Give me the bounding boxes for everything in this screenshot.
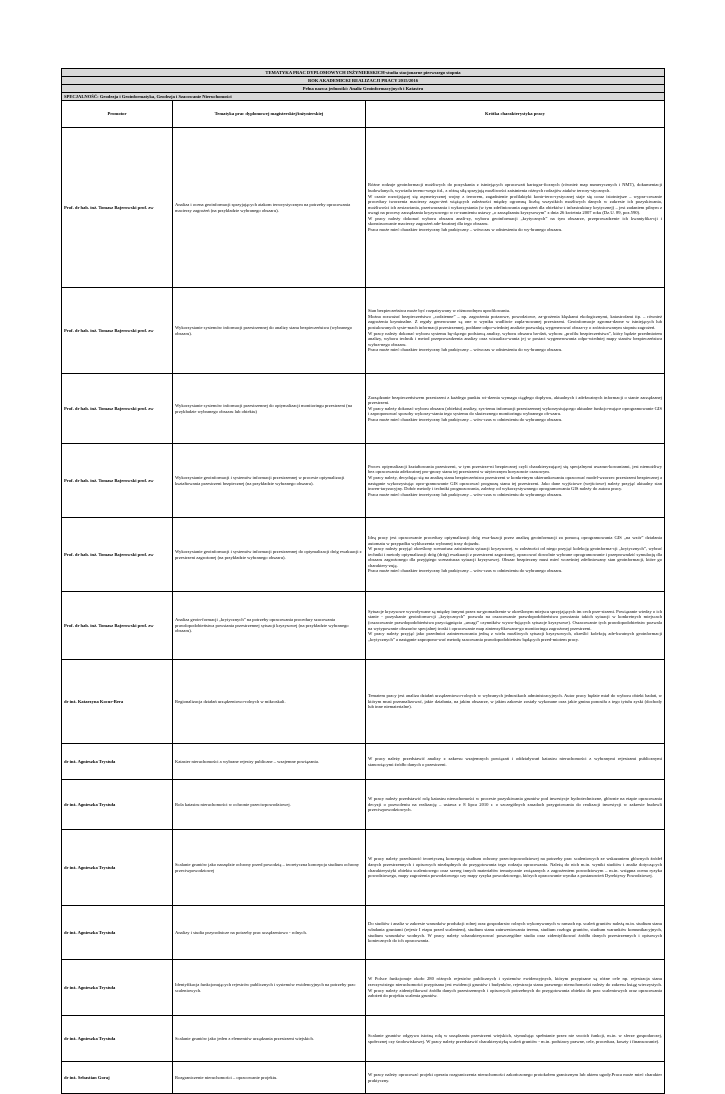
description-cell: [366, 288, 665, 374]
promoter-cell: dr inż. Agnieszka Trystuła: [62, 830, 173, 906]
promoter-cell: dr inż. Agnieszka Trystuła: [62, 1016, 173, 1062]
description-paragraph: W pracy należy przedstawić teoretyczną koncepcję studium ochrony przeciwpowodziowej na potrzeby prac scaleniowych ze wskazaniem głównych źródeł danych przestrzennych i opisowych niezbędnych do przygotowania tego rodzaju opracowania. Należą do nich m.in. wyniki studiów i analiz dotyczących charakterystyki obiektu scaleniowego oraz szereg innych materiałów tematycznie związanych z zagrożeniem powodziowym – m.in. wstępna ocena ryzyka powodziowego, mapy zagrożenia powodziowego czy mapy ryzyka powodziowego, których opracowanie wynika z postanowień Dyrektywy Powodziowej.: [368, 856, 662, 879]
description-paragraph: W pracy należy przedstawić rolę katastru nieruchomości w procesie pozyskiwania gruntów pod inwestycje hydrotechniczne, głównie na etapie opracowania decyzji o pozwoleniu na realizację – ustawa z 8 lipca 2010 r. o szczególnych zasadach przygotowania do realizacji inwestycji w zakresie budowli przeciwpowodziowych.: [368, 796, 662, 813]
column-header-promoter: Promotor: [62, 101, 173, 128]
description-paragraph: Stan bezpieczeństwa może być rozpatrywany w różnorodnym uprofilowaniu.: [368, 308, 511, 314]
table-row: [62, 592, 665, 660]
topic-cell: Analizy i studia przyrodnicze na potrzeby prac urządzeniowo - rolnych.: [173, 906, 366, 960]
description-paragraph: Praca może mieć charakter teoretyczny lub praktyczny – wów-czas w odniesieniu do wybranego obszaru.: [368, 416, 563, 422]
column-header-row: [62, 101, 665, 128]
description-paragraph: W pracy należy opracować projekt operatu rozgraniczenia nieruchomości zakończonego protokołem granicznym lub aktem ugody.Praca może mieć charakter praktyczny.: [368, 1071, 662, 1083]
table-row: [62, 660, 665, 744]
description-paragraph: Scalanie gruntów odgrywa istotną rolę w urządzaniu przestrzeni wiejskich, stymulując spełnianie przez nie swoich funkcji, m.in. w sferze gospodarczej, społecznej czy środowiskowej. W pracy należy przedstawić charakterystykę scaleń gruntów - m.in. podstawy prawne, cele, procedura, koszty i finansowanie).: [368, 1032, 662, 1044]
topic-cell: Identyfikacja funkcjonujących rejestrów publicznych i systemów ewidencyjnych na potrzeby prac scaleniowych.: [173, 960, 366, 1016]
column-header-description: Krótka charakterystyka pracy: [366, 101, 665, 128]
topic-cell: Scalanie gruntów jako narzędzie ochrony przed powodzią – teoretyczna koncepcja studium ochrony przeciwpowodziowej: [173, 830, 366, 906]
topic-cell: Rola katastru nieruchomości w ochronie przeciwpowodziowej.: [173, 780, 366, 830]
description-paragraph: Można rozważać bezpieczeństwo „codzienne” – np. zagrożenia pożarowe, powodziowe, za-grożenia klęskami ekologicznymi, katastrofami itp. – również zagrożenia kryminalne. Z reguły generowane są one w wyniku wadliwie zapla-nowanej przestrzeni. Geoinformacje zgroma-dzone w istniejących lub postulowanych syste-mach informacji przestrzennej, poddane odpo-wiedniej analizie pozwalają wygenerować obsza-ry o zróżnicowanym stopniu zagrożeń.: [368, 313, 662, 330]
promoter-cell: dr inż. Agnieszka Trystuła: [62, 744, 173, 780]
description-cell: [366, 444, 665, 518]
description-paragraph: W pracy należy przedstawić analizy z zakresu wzajemnych powiązań i oddziaływań katastru nieruchomości z wybranymi rejestrami publicznymi stanowiącymi źródło danych o przestrzeni.: [368, 755, 662, 767]
promoter-cell: Prof. dr hab. inż. Tomasz Bajerowski prof. zw: [62, 288, 173, 374]
topic-cell: Wykorzystanie geoinformacji i systemów informacji przestrzennej w procesie optymalizacji kształtowania przestrzeni bezpiecznej (na przykładzie wybranego obszaru).: [173, 444, 366, 518]
description-cell: [366, 592, 665, 660]
topic-cell: Analiza i ocena geoinformacji sprzyjających atakom terrorystycznym na potrzeby opracowania macierzy zagrożeń (na przykładzie wybranego obszaru).: [173, 128, 366, 288]
description-paragraph: Praca może mieć charakter teoretyczny lub praktyczny – wówczas w odniesieniu do wy-branego obszaru.: [368, 227, 563, 233]
description-paragraph: Tematem pracy jest analiza działań urządzeniowo-rolnych w wybranych jednostkach administracyjnych. Autor pracy będzie miał do wyboru obiekt badań, w którym musi przeanalizować, jakie działania, na jakim obszarze, w jakim zakresie zostały wykonane oraz jakie gmina ponosiła z tego tytułu zyski (dochody lub inne niematerialne).: [368, 693, 662, 710]
description-cell: [366, 780, 665, 830]
promoter-cell: dr inż. Agnieszka Trystuła: [62, 780, 173, 830]
description-cell: [366, 744, 665, 780]
topic-cell: Analiza geoin-formacji „krytycznych” na potrzeby opracowania procedury szacowania prawdopodobieństwa powstania przestrzennej sytuacji kryzysowej (na przykładzie wybranego obszaru).: [173, 592, 366, 660]
table-row: [62, 288, 665, 374]
description-cell: [366, 660, 665, 744]
promoter-cell: dr inż. Katarzyna Kocur-Bera: [62, 660, 173, 744]
description-paragraph: Praca może mieć charakter teoretyczny lub praktyczny – wówczas w odniesieniu do wy-branego obszaru.: [368, 347, 563, 353]
table-row: [62, 518, 665, 592]
description-cell: [366, 1062, 665, 1094]
topic-cell: Rozgraniczenie nieruchomości – opracowanie projektu.: [173, 1062, 366, 1094]
table-row: [62, 444, 665, 518]
table-row: [62, 906, 665, 960]
description-cell: [366, 518, 665, 592]
unit-name: Pełna nazwa jednostki: Analiz Geoinformacyjnych i Katastru: [62, 85, 665, 93]
promoter-cell: Prof. dr hab. inż. Tomasz Bajerowski prof. zw: [62, 592, 173, 660]
topic-cell: Wykorzystanie systemów informacji przestrzennej do optymalizacji monitoringu przestrzeni (na przykładzie wybranego obszaru lub obiektu): [173, 374, 366, 444]
table-row: [62, 1016, 665, 1062]
description-paragraph: Proces optymalizacji kształtowania przestrzeni, w tym przestrze-ni bezpiecznej czyli charakteryzującej się specjalnymi uwarun-kowaniami, jest niemożliwy bez opracowania adekwatnej pro-gnozy stanu tej przestrzeni w użytecznym horyzoncie czasowym.: [368, 463, 662, 475]
table-row: [62, 128, 665, 288]
description-paragraph: Ideą pracy jest opracowanie procedury optymalizacji dróg ewa-kuacji przez analizę geoinformacji za pomocą oprogramowania GIS „na wzór” działania automatu w przypadku wykluczenia wybranej trasy dojazdu.: [368, 534, 662, 546]
topic-cell: Regionalizacja działań urządzeniowo-rolnych w mikroskali.: [173, 660, 366, 744]
table-row: [62, 830, 665, 906]
description-paragraph: Do studiów i analiz w zakresie warunków produkcji rolnej oraz gospodarstw rolnych wykonywanych w ramach np. scaleń gruntów należą m.in. studium stanu władania gruntami (rejestr I etapu przed scaleniem), studium stanu zainwestowania terenu, studium rozłogu gruntów, studium warunków komunikacyjnych, studium warunków wodnych. W pracy należy scharakteryzować poszczególne studia oraz zidentyfikować źródła danych przestrzennych i opisowych koniecznych do ich opracowania.: [368, 921, 662, 944]
table-row: [62, 960, 665, 1016]
promoter-cell: dr inż. Agnieszka Trystuła: [62, 960, 173, 1016]
description-cell: [366, 830, 665, 906]
description-cell: [366, 960, 665, 1016]
topic-cell: Scalanie gruntów jako jeden z elementów urządzania przestrzeni wiejskich.: [173, 1016, 366, 1062]
description-cell: [366, 1016, 665, 1062]
promoter-cell: dr inż. Agnieszka Trystuła: [62, 906, 173, 960]
promoter-cell: dr inż. Sebastian Goraj: [62, 1062, 173, 1094]
description-paragraph: Sytuacje kryzysowe wywoływane są między innymi przez na-gromadzenie w określonym miejscu sprzyjających im cech prze-strzeni. Powiązanie wiedzy o ich stanie - pozyskanie geoinforma-cji „krytycznych” pozwala na oszacowanie prawdopodobieństwa powstania takich sytuacji w konkretnych miejscach (oszacowanie prawdopodobieństwa przyciągnięcia „uwagi” czynników wywo-łujących sytuacje kryzysowe). Oszacowanie tych prawdopodobieństw pozwala na wytypowanie obszarów specjalnej troski i opracowanie map zintensyfikowane-go monitoringu zagrożonej przestrzeni.: [368, 608, 662, 631]
doc-title: TEMATYKA PRAC DYPLOMOWYCH INŻYNIERSKICH-studia stacjonarne pierwszego stopnia: [62, 69, 665, 77]
description-paragraph: W pracy należy dokonać wyboru obszaru (obiektu) analizy, sys-temu informacji przestrzennej wykorzystującego aktualne funkcjo-nujące oprogramowanie GIS i zaproponować sposoby wykorzy-stania tego systemu do skutecznego monitoringu wybranego ob-szaru.: [368, 405, 662, 417]
description-paragraph: Zarządzanie bezpieczeństwem przestrzeni z każdego punktu wi-dzenia wymaga ciągłego dopływu, aktualnych i adekwatnych informacji o stanie zarządzanej przestrzeni.: [368, 394, 662, 406]
table-row: [62, 374, 665, 444]
topic-cell: Wykorzystanie systemów informacji przestrzennej do analizy stanu bezpieczeństwa (wybranego obszaru).: [173, 288, 366, 374]
description-paragraph: W pracy należy przyjąć określony scenariusz zaistnienia sytuacji kryzysowej, w zależności od niego przyjąć kolekcję geoinforma-cji „krytycznych”, wybrać techniki i metody optymalizacji dróg (dróg) ewakuacji z przestrzeni zagrożonej, opracować dowolnie wybrane oprogramowanie i przeprowadzić symulację dla obszaru zagrożonego dla przyjętego scenariusza sytuacji kryzysowej. Obszar bezpieczny musi mieć wcześniej zdefiniowany stan geoinformacji, które go charaktery-zują.: [368, 546, 662, 568]
column-header-topic: Tematyka prac dyplomowej magisterskiej/inżynierskiej: [173, 101, 366, 128]
promoter-cell: Prof. dr hab. inż. Tomasz Bajerowski prof. zw: [62, 518, 173, 592]
promoter-cell: Prof. dr hab. inż. Tomasz Bajerowski prof. zw: [62, 444, 173, 518]
promoter-cell: Prof. dr hab. inż. Tomasz Bajerowski prof. zw: [62, 128, 173, 288]
description-paragraph: Różne rodzaje geoinformacji możliwych do pozyskania z istniejących opracowań kartogra-ficznych (również map numerycznych i NMT), dokumentacji budowlanych, wywiadu tereno-wego itd., z różną siłą sprzyjają możliwości zaistnienia różnych rodzajów ataków terrory-stycznych.: [368, 182, 662, 193]
topic-cell: Kataster nieruchomości a wybrane rejestry publiczne – wzajemne powiązania.: [173, 744, 366, 780]
description-paragraph: W pracy należy, decydując się na analizę stanu bezpieczeństwa przestrzeni w konkretnym ukierunkowaniu opracować model-wzorzec przestrzeni bezpiecznej a następnie wykorzystując opro-gramowanie GIS opracować prognozę stanu tej przestrzeni. Jako dane wyjściowe (wejściowe) należy przyjąć aktualny stan inwen-taryzacyjny. Dobór metody i techniki prognozowania, zależny od wykorzystywanego oprogramowania GIS należy do autora pracy.: [368, 474, 662, 492]
description-paragraph: W Polsce funkcjonuje około 280 różnych rejestrów publicznych i systemów ewidencyjnych, którym przypisane są różne cele np. rejestracja stanu rzeczywistego nieruchomości przypisana jest ewidencji gruntów i budynków, rejestracja stanu prawnego nieruchomości należy do zakresu ksiąg wieczystych. W pracy należy zidentyfikować źródła danych przestrzennych i opisowych potrzebnych do przygotowania obiektu do prac scaleniowych oraz opracowania założeń do projektu scalenia gruntów.: [368, 976, 662, 999]
description-cell: [366, 374, 665, 444]
table-row: [62, 1062, 665, 1094]
description-paragraph: W pracy należy przyjąć jako przedmiot zainteresowania jedną z wielu możliwych sytuacji kryzysowych, określić kolekcję ade-kwatnych geoinformacji „krytycznych” a następnie zapropono-wać metodę szacowania prawdopodobieństw będących przed-miotem pracy.: [368, 631, 662, 642]
topic-cell: Wykorzystanie geoinformacji i systemów informacji przestrzennej do optymalizacji dróg ewakuacji z przestrzeni zagrożonej (na przykładzie wybranego obszaru).: [173, 518, 366, 592]
description-cell: [366, 128, 665, 288]
table-row: [62, 744, 665, 780]
description-paragraph: Praca może mieć charakter teoretyczny lub praktyczny – wów-czas w odniesieniu do wybranego obszaru.: [368, 568, 563, 574]
description-paragraph: W czasie rozwijającej się asymetrycznej wojny z terrorem, zagadnienie profilaktyki kontr-terro-rystycznej staje się coraz istotniejsze – wypra-cowanie procedury tworzenia macierzy zagro-żeń wiążących zależności między ogromną liczbą wszystkich możliwych danych w zakresie ich pozyskiwania, możliwości ich zestawiania, przetwarzania i wykorzystania (w tym zdefiniowania zagrożeń dla obiektów i infrastruktury krytycznej) – jest zadaniem pilnym z uwagi na procesy zarządzania kryzysowego w ro-zumieniu ustawy „o zarządzaniu kryzysowym” z dnia 26 kwietnia 2007 roku (Dz.U. 89, poz.590).: [368, 193, 662, 216]
description-paragraph: W pracy należy dokonać wyboru systemu bę-dącego podstawą analizy, wyboru obszaru ba-dań, wyboru „profilu bezpieczeństwa”, który będzie przedmiotem analizy, wyboru technik i metod przeprowadzenia analizy oraz wizualizo-wania jej w postaci wygenerowania odpo-wiedniej mapy stanów bezpieczeństwa wybra-nego obszaru.: [368, 330, 662, 347]
description-cell: [366, 906, 665, 960]
description-paragraph: W pracy należy dokonać wyboru obszaru anali-zy, wyboru geoinformacji „krytycznych” na tym obszarze, przeprowadzenie ich kwantyfika-cji i skonstruowanie macierzy zagrożeń ade-kwatnej dla tego obszaru.: [368, 215, 662, 227]
promoter-cell: Prof. dr hab. inż. Tomasz Bajerowski prof. zw: [62, 374, 173, 444]
table-row: [62, 780, 665, 830]
description-paragraph: Praca może mieć charakter teoretyczny lub praktyczny – wów-czas w odniesieniu do wybranego obszaru.: [368, 491, 563, 497]
academic-year: ROK AKADEMICKI REALIZACJI PRACY 2015/2016: [62, 77, 665, 85]
specialization: SPECJALNOŚĆ: Geodezja i Geoinformatyka, Geodezja i Szacowanie Nieruchomości: [62, 93, 665, 101]
topics-table: [61, 68, 665, 1094]
